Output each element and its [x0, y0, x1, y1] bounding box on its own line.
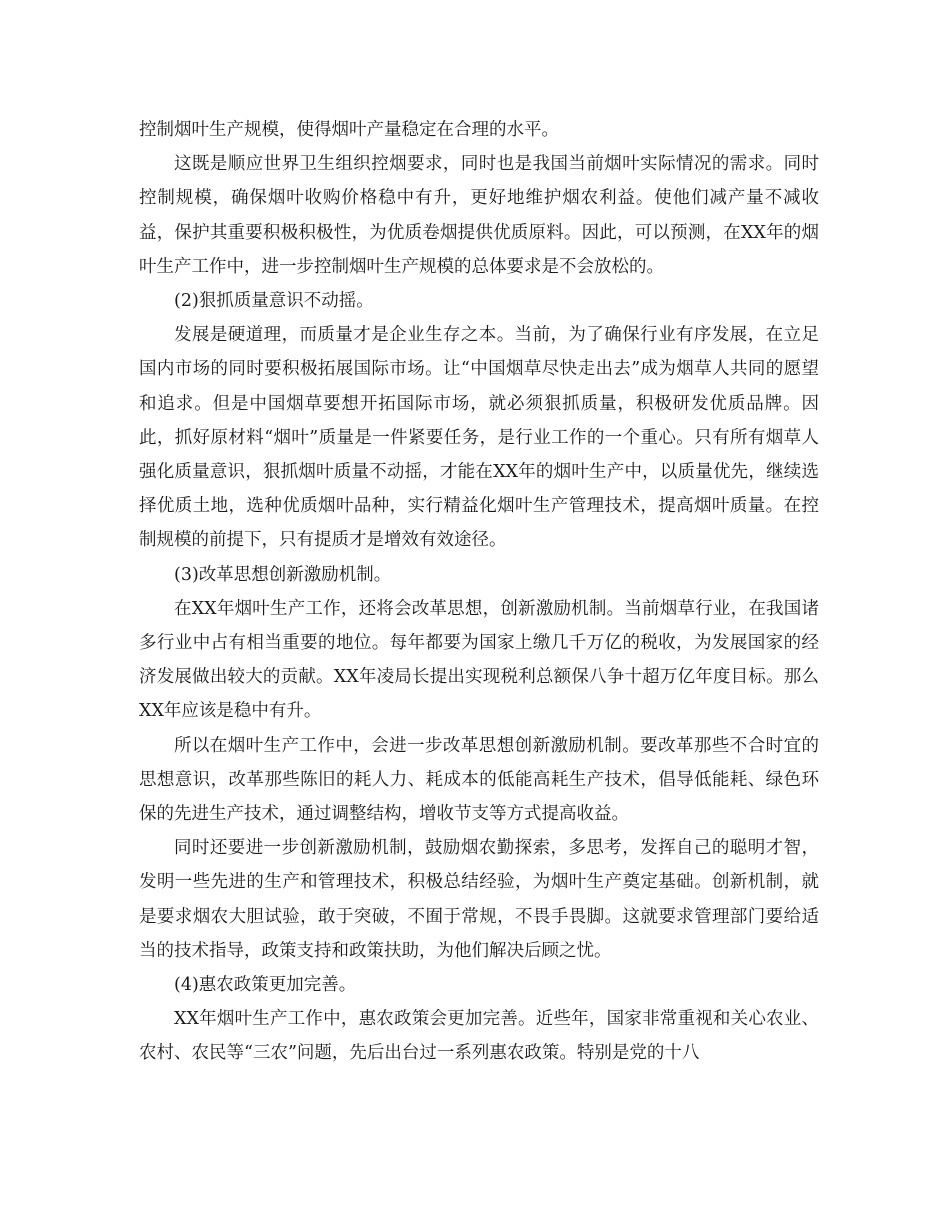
paragraph-body: 所以在烟叶生产工作中，会进一步改革思想创新激励机制。要改革那些不合时宜的思想意识，改革那些陈旧的耗人力、耗成本的低能高耗生产技术，倡导低能耗、绿色环保的先进生产技术，通过调整结构，增收节支等方式提高收益。	[139, 735, 819, 825]
section-heading: (4)惠农政策更加完善。	[174, 975, 357, 996]
section-heading: (2)狠抓质量意识不动摇。	[174, 291, 374, 312]
paragraph-body: XX年烟叶生产工作中，惠农政策会更加完善。近些年，国家非常重视和关心农业、农村、农民等“三农”问题，先后出台过一系列惠农政策。特别是党的十八	[139, 1009, 819, 1064]
paragraph-body: 同时还要进一步创新激励机制，鼓励烟农勤探索，多思考，发挥自己的聪明才智，发明一些先进的生产和管理技术，积极总结经验，为烟叶生产奠定基础。创新机制，就是要求烟农大胆试验，敢于突破，不囿于常规，不畏手畏脚。这就要求管理部门要给适当的技术指导，政策支持和政策扶助，为他们解决后顾之忧。	[139, 838, 819, 961]
document-body	[139, 113, 819, 1071]
paragraph-body: 发展是硬道理，而质量才是企业生存之本。当前，为了确保行业有序发展，在立足国内市场的同时要积极拓展国际市场。让“中国烟草尽快走出去”成为烟草人共同的愿望和追求。但是中国烟草要想开拓国际市场，就必须狠抓质量，积极研发优质品牌。因此，抓好原材料“烟叶”质量是一件紧要任务，是行业工作的一个重心。只有所有烟草人强化质量意识，狠抓烟叶质量不动摇，才能在XX年的烟叶生产中，以质量优先，继续选择优质土地，选种优质烟叶品种，实行精益化烟叶生产管理技术，提高烟叶质量。在控制规模的前提下，只有提质才是增效有效途径。	[139, 325, 819, 551]
section-heading: (3)改革思想创新激励机制。	[174, 564, 392, 585]
paragraph-body: 在XX年烟叶生产工作，还将会改革思想，创新激励机制。当前烟草行业，在我国诸多行业中占有相当重要的地位。每年都要为国家上缴几千万亿的税收，为发展国家的经济发展做出较大的贡献。XX年凌局长提出实现税利总额保八争十超万亿年度目标。那么XX年应该是稳中有升。	[139, 598, 819, 722]
paragraph-body: 这既是顺应世界卫生组织控烟要求，同时也是我国当前烟叶实际情况的需求。同时控制规模，确保烟叶收购价格稳中有升，更好地维护烟农利益。使他们减产量不减收益，保护其重要积极积极性，为优质卷烟提供优质原料。因此，可以预测，在XX年的烟叶生产工作中，进一步控制烟叶生产规模的总体要求是不会放松的。	[139, 154, 819, 277]
paragraph-continuation: 控制烟叶生产规模，使得烟叶产量稳定在合理的水平。	[139, 120, 559, 140]
